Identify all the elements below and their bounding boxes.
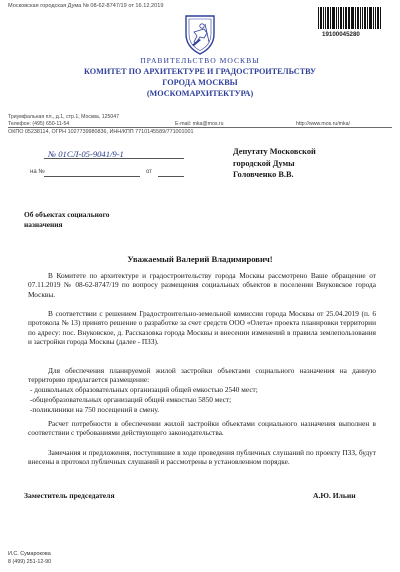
- list-item-kindergartens: - дошкольных образовательных организаций общей емкостью 2540 мест;: [30, 385, 258, 394]
- org-address: Триумфальная пл., д.1, стр.1, Москва, 125047: [8, 114, 120, 120]
- reference-date-label: от: [146, 169, 152, 175]
- reference-number-line: [44, 176, 140, 177]
- org-government: ПРАВИТЕЛЬСТВО МОСКВЫ: [140, 56, 260, 65]
- paragraph-4: Расчет потребности в обеспечении жилой застройки объектами социального назначения выполнен в соответствии с требованиями действующего законодательства.: [28, 419, 376, 438]
- registration-stamp-note: Московская городская Дума № 08-62-8747/19 от 16.12.2019: [8, 3, 164, 9]
- reference-label: на №: [30, 169, 45, 175]
- org-registration-codes: ОКПО 05238114, ОГРН 1027739980836, ИНН/КПП 7710145589/771001001: [8, 129, 194, 135]
- list-item-clinic: -поликлиники на 750 посещений в смену.: [30, 405, 160, 414]
- org-committee: КОМИТЕТ ПО АРХИТЕКТУРЕ И ГРАДОСТРОИТЕЛЬСТВУ: [84, 67, 316, 76]
- org-city: ГОРОДА МОСКВЫ: [162, 78, 238, 87]
- signatory-position: Заместитель председателя: [24, 491, 115, 500]
- reference-date-line: [158, 176, 184, 177]
- org-phone: Телефон: (495) 650-11-54: [8, 121, 70, 127]
- salutation: Уважаемый Валерий Владимирович!: [127, 254, 273, 264]
- list-item-schools: -общеобразовательных организаций общей емкостью 5850 мест;: [30, 395, 232, 404]
- barcode-number: 19100045280: [322, 31, 360, 38]
- subject-line-2: назначения: [24, 220, 63, 229]
- org-website: http://www.mos.ru/mka/: [296, 121, 350, 127]
- coat-of-arms-icon: [180, 12, 220, 56]
- subject: [24, 210, 109, 230]
- barcode: [318, 7, 382, 29]
- addressee-line-1: Депутату Московской: [233, 147, 316, 156]
- signatory-name: А.Ю. Ильин: [313, 491, 356, 500]
- org-short-name: (МОСКОМАРХИТЕКТУРА): [146, 89, 254, 98]
- addressee-line-2: городской Думы: [233, 158, 295, 168]
- executor-phone: 8 (499) 251-12-90: [8, 559, 52, 565]
- paragraph-1: В Комитете по архитектуре и градостроительству города Москвы рассмотрено Ваше обращение от 07.11.2019 № 08-62-8747/19 по вопросу размещения социальных объектов в поселении Внуковское города Москвы.: [28, 271, 376, 299]
- addressee-line-3: Головченко В.В.: [233, 170, 294, 179]
- addressee: [233, 146, 316, 181]
- outgoing-number: № 01СЛ-05-9041/9-1: [48, 149, 124, 159]
- paragraph-2: В соответствии с решением Градостроительно-земельной комиссии города Москвы от 25.04.2019 (п. 6 протокола № 13) принято решение о разработке за счет средств ООО «Олета» проекта планировки территории по адресу: пос. Внуковское, д. Рассказовка города Москвы и внесении изменений в правила землепользования и застройки города Москвы (далее - ПЗЗ).: [28, 309, 376, 347]
- subject-line-1: Об объектах социального: [24, 210, 110, 219]
- executor-name: И.С. Сумарокова: [8, 551, 51, 557]
- paragraph-3: Для обеспечения планируемой жилой застройки объектами социального назначения на данную территорию предлагается размещение:: [28, 366, 376, 385]
- paragraph-5: Замечания и предложения, поступившие в ходе проведения публичных слушаний по проекту ПЗЗ, будут внесены в протокол публичных слушаний и рассмотрены в установленном порядке.: [28, 448, 376, 467]
- contacts-divider: [8, 127, 392, 128]
- org-email: E-mail: mka@mos.ru: [175, 121, 224, 127]
